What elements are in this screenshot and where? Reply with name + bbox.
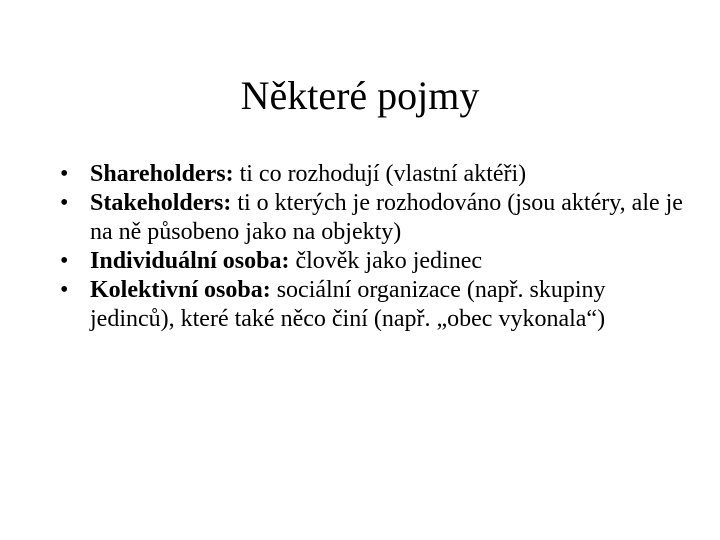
bullet-item-stakeholders — [60, 189, 690, 247]
bullet-term: Stakeholders: — [90, 190, 232, 216]
bullet-marker: • — [60, 190, 69, 216]
bullet-marker: • — [60, 277, 69, 303]
bullet-text: ti o kterých je rozhodováno (jsou aktéry, ale je na ně působeno jako na objekty) — [90, 190, 683, 245]
bullet-text: sociální organizace (např. skupiny jedinců), které také něco činí (např. „obec vykonala“) — [90, 277, 606, 332]
bullet-marker: • — [60, 161, 69, 187]
bullet-item-shareholders — [60, 160, 690, 189]
bullet-term: Kolektivní osoba: — [90, 277, 271, 303]
bullet-text: člověk jako jedinec — [289, 248, 483, 274]
slide-title: Některé pojmy — [240, 73, 480, 118]
bullet-marker: • — [60, 248, 69, 274]
bullet-term: Individuální osoba: — [90, 248, 290, 274]
bullet-item-kolektivni-osoba — [60, 276, 690, 334]
bullet-term: Shareholders: — [90, 161, 234, 187]
bullet-text: ti co rozhodují (vlastní aktéři) — [233, 161, 527, 187]
bullet-list — [60, 160, 690, 334]
bullet-item-individualni-osoba — [60, 247, 690, 276]
